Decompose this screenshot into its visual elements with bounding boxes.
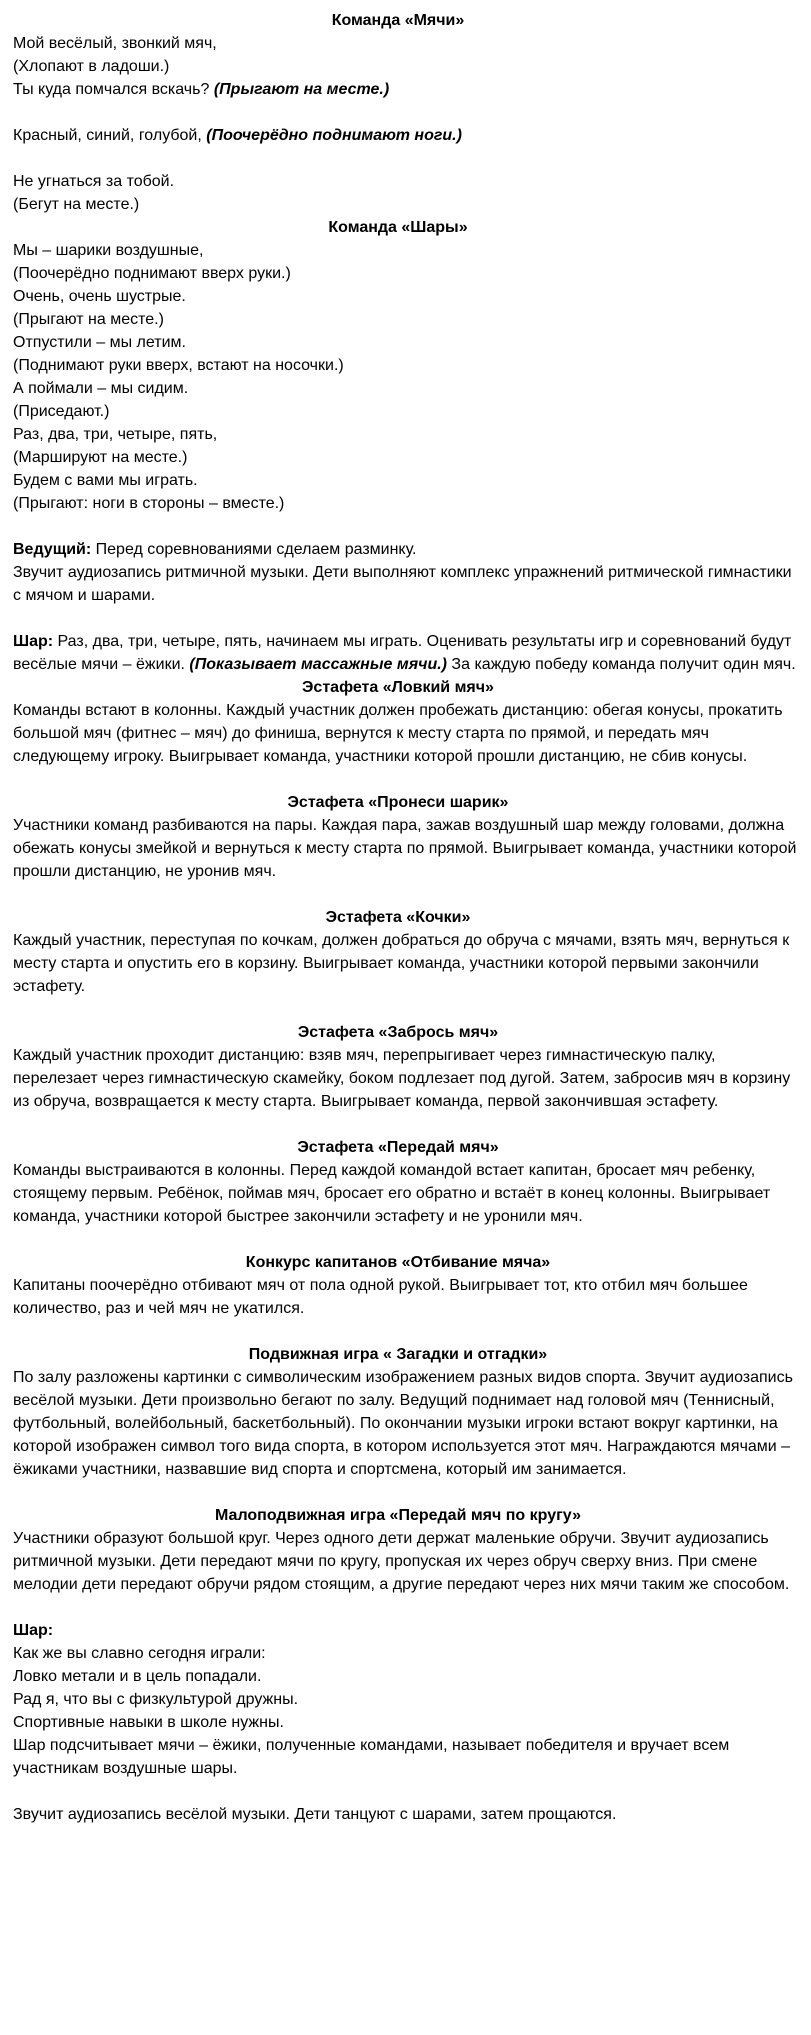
stage-direction: (Поочерёдно поднимают ноги.) bbox=[206, 127, 462, 144]
paragraph: Шар подсчитывает мячи – ёжики, полученные командами, называет победителя и вручает всем участникам воздушные шары. bbox=[13, 1737, 730, 1777]
poem-line: Очень, очень шустрые. bbox=[13, 288, 186, 305]
poem-text: Ты куда помчался вскачь? bbox=[13, 81, 210, 98]
heading-game-pass-ball: Малоподвижная игра «Передай мяч по кругу» bbox=[215, 1507, 581, 1524]
poem-line: (Маршируют на месте.) bbox=[13, 449, 188, 466]
paragraph: Звучит аудиозапись ритмичной музыки. Дети выполняют комплекс упражнений ритмической гимнастики с мячом и шарами. bbox=[13, 564, 792, 604]
poem-line: Как же вы славно сегодня играли: bbox=[13, 1645, 266, 1662]
heading-relay-1: Эстафета «Ловкий мяч» bbox=[302, 679, 494, 696]
poem-line: (Прыгают на месте.) bbox=[13, 311, 164, 328]
paragraph: Капитаны поочерёдно отбивают мяч от пола одной рукой. Выигрывает тот, кто отбил мяч большее количество, раз и чей мяч не укатился. bbox=[13, 1277, 748, 1317]
poem-line: (Поднимают руки вверх, встают на носочки.) bbox=[13, 357, 344, 374]
paragraph: Участники команд разбиваются на пары. Каждая пара, зажав воздушный шар между головами, должна обежать конусы змейкой и вернуться к месту старта по прямой. Выигрывает команда, участники которой прошли дистанцию, не уронив мяч. bbox=[13, 817, 797, 880]
paragraph: По залу разложены картинки с символическим изображением разных видов спорта. Звучит аудиозапись весёлой музыки. Дети произвольно бегают по залу. Ведущий поднимает над головой мяч (Теннисный, футбольный, волейбольный, баскетбольный). По окончании музыки игроки встают вокруг картинки, на которой изображен символ того вида спорта, в котором используется этот мяч. Награждаются мячами – ёжиками участники, назвавшие вид спорта и спортсмена, который им занимается. bbox=[13, 1369, 793, 1478]
poem-line: Отпустили – мы летим. bbox=[13, 334, 186, 351]
poem-line: Мы – шарики воздушные, bbox=[13, 242, 204, 259]
heading-game-riddles: Подвижная игра « Загадки и отгадки» bbox=[248, 1346, 548, 1363]
shar-paragraph bbox=[13, 630, 801, 676]
heading-team-balls: Команда «Мячи» bbox=[331, 12, 465, 29]
heading-relay-4: Эстафета «Забрось мяч» bbox=[297, 1024, 499, 1041]
poem-line: (Бегут на месте.) bbox=[13, 196, 140, 213]
heading-relay-2: Эстафета «Пронеси шарик» bbox=[287, 794, 509, 811]
poem-line: Спортивные навыки в школе нужны. bbox=[13, 1714, 284, 1731]
poem-line: (Поочерёдно поднимают вверх руки.) bbox=[13, 265, 291, 282]
poem-line: (Приседают.) bbox=[13, 403, 110, 420]
poem-text: Красный, синий, голубой, bbox=[13, 127, 202, 144]
poem-line: А поймали – мы сидим. bbox=[13, 380, 189, 397]
stage-direction: (Прыгают на месте.) bbox=[213, 81, 390, 98]
speaker-label: Шар: bbox=[13, 633, 54, 650]
host-paragraph bbox=[13, 538, 801, 561]
paragraph: Команды выстраиваются в колонны. Перед каждой командой встает капитан, бросает мяч ребенку, стоящему первым. Ребёнок, поймав мяч, бросает его обратно и встаёт в конец колонны. Выигрывает команда, участники которой быстрее закончили эстафету и не уронили мяч. bbox=[13, 1162, 771, 1225]
stage-direction: (Показывает массажные мячи.) bbox=[189, 656, 447, 673]
poem-line: Ловко метали и в цель попадали. bbox=[13, 1668, 262, 1685]
paragraph: Участники образуют большой круг. Через одного дети держат маленькие обручи. Звучит аудиозапись ритмичной музыки. Дети передают мячи по кругу, пропуская их через обруч сверху вниз. При смене мелодии дети передают обручи рядом стоящим, а другие передают через них мячи таким же способом. bbox=[13, 1530, 790, 1593]
paragraph: Каждый участник, переступая по кочкам, должен добраться до обруча с мячами, взять мяч, вернуться к месту старта и опустить его в корзину. Выигрывает команда, участники которой первыми закончили эстафету. bbox=[13, 932, 790, 995]
speaker-text: Раз, два, три, четыре, пять, начинаем мы играть. Оценивать результаты игр и соревнований будут весёлые мячи – ёжики. bbox=[13, 633, 792, 673]
heading-relay-5: Эстафета «Передай мяч» bbox=[297, 1139, 499, 1156]
poem-line: (Прыгают: ноги в стороны – вместе.) bbox=[13, 495, 285, 512]
heading-team-balloons: Команда «Шары» bbox=[328, 219, 468, 236]
poem-line bbox=[13, 78, 801, 101]
poem-line: (Хлопают в ладоши.) bbox=[13, 58, 170, 75]
speaker-label: Ведущий: bbox=[13, 541, 92, 558]
paragraph: Команды встают в колонны. Каждый участник должен пробежать дистанцию: обегая конусы, прокатить большой мяч (фитнес – мяч) до финиша, вернутся к месту старта по прямой, и передать мяч следующему игроку. Выигрывает команда, участники которой прошли дистанцию, не сбив конусы. bbox=[13, 702, 783, 765]
poem-line: Не угнаться за тобой. bbox=[13, 173, 175, 190]
speaker-text: За каждую победу команда получит один мяч. bbox=[446, 656, 796, 673]
closing-paragraph: Звучит аудиозапись весёлой музыки. Дети танцуют с шарами, затем прощаются. bbox=[13, 1806, 617, 1823]
poem-line: Раз, два, три, четыре, пять, bbox=[13, 426, 218, 443]
poem-line: Рад я, что вы с физкультурой дружны. bbox=[13, 1691, 299, 1708]
paragraph: Каждый участник проходит дистанцию: взяв мяч, перепрыгивает через гимнастическую палку, перелезает через гимнастическую скамейку, боком подлезает под дугой. Затем, забросив мяч в корзину из обруча, возвращается к месту старта. Выигрывает команда, первой закончившая эстафету. bbox=[13, 1047, 791, 1110]
poem-line: Мой весёлый, звонкий мяч, bbox=[13, 35, 217, 52]
poem-line: Будем с вами мы играть. bbox=[13, 472, 198, 489]
speaker-text: Перед соревнованиями сделаем разминку. bbox=[91, 541, 417, 558]
heading-captains-contest: Конкурс капитанов «Отбивание мяча» bbox=[245, 1254, 551, 1271]
heading-relay-3: Эстафета «Кочки» bbox=[325, 909, 471, 926]
poem-line bbox=[13, 124, 801, 147]
speaker-label: Шар: bbox=[13, 1622, 54, 1639]
